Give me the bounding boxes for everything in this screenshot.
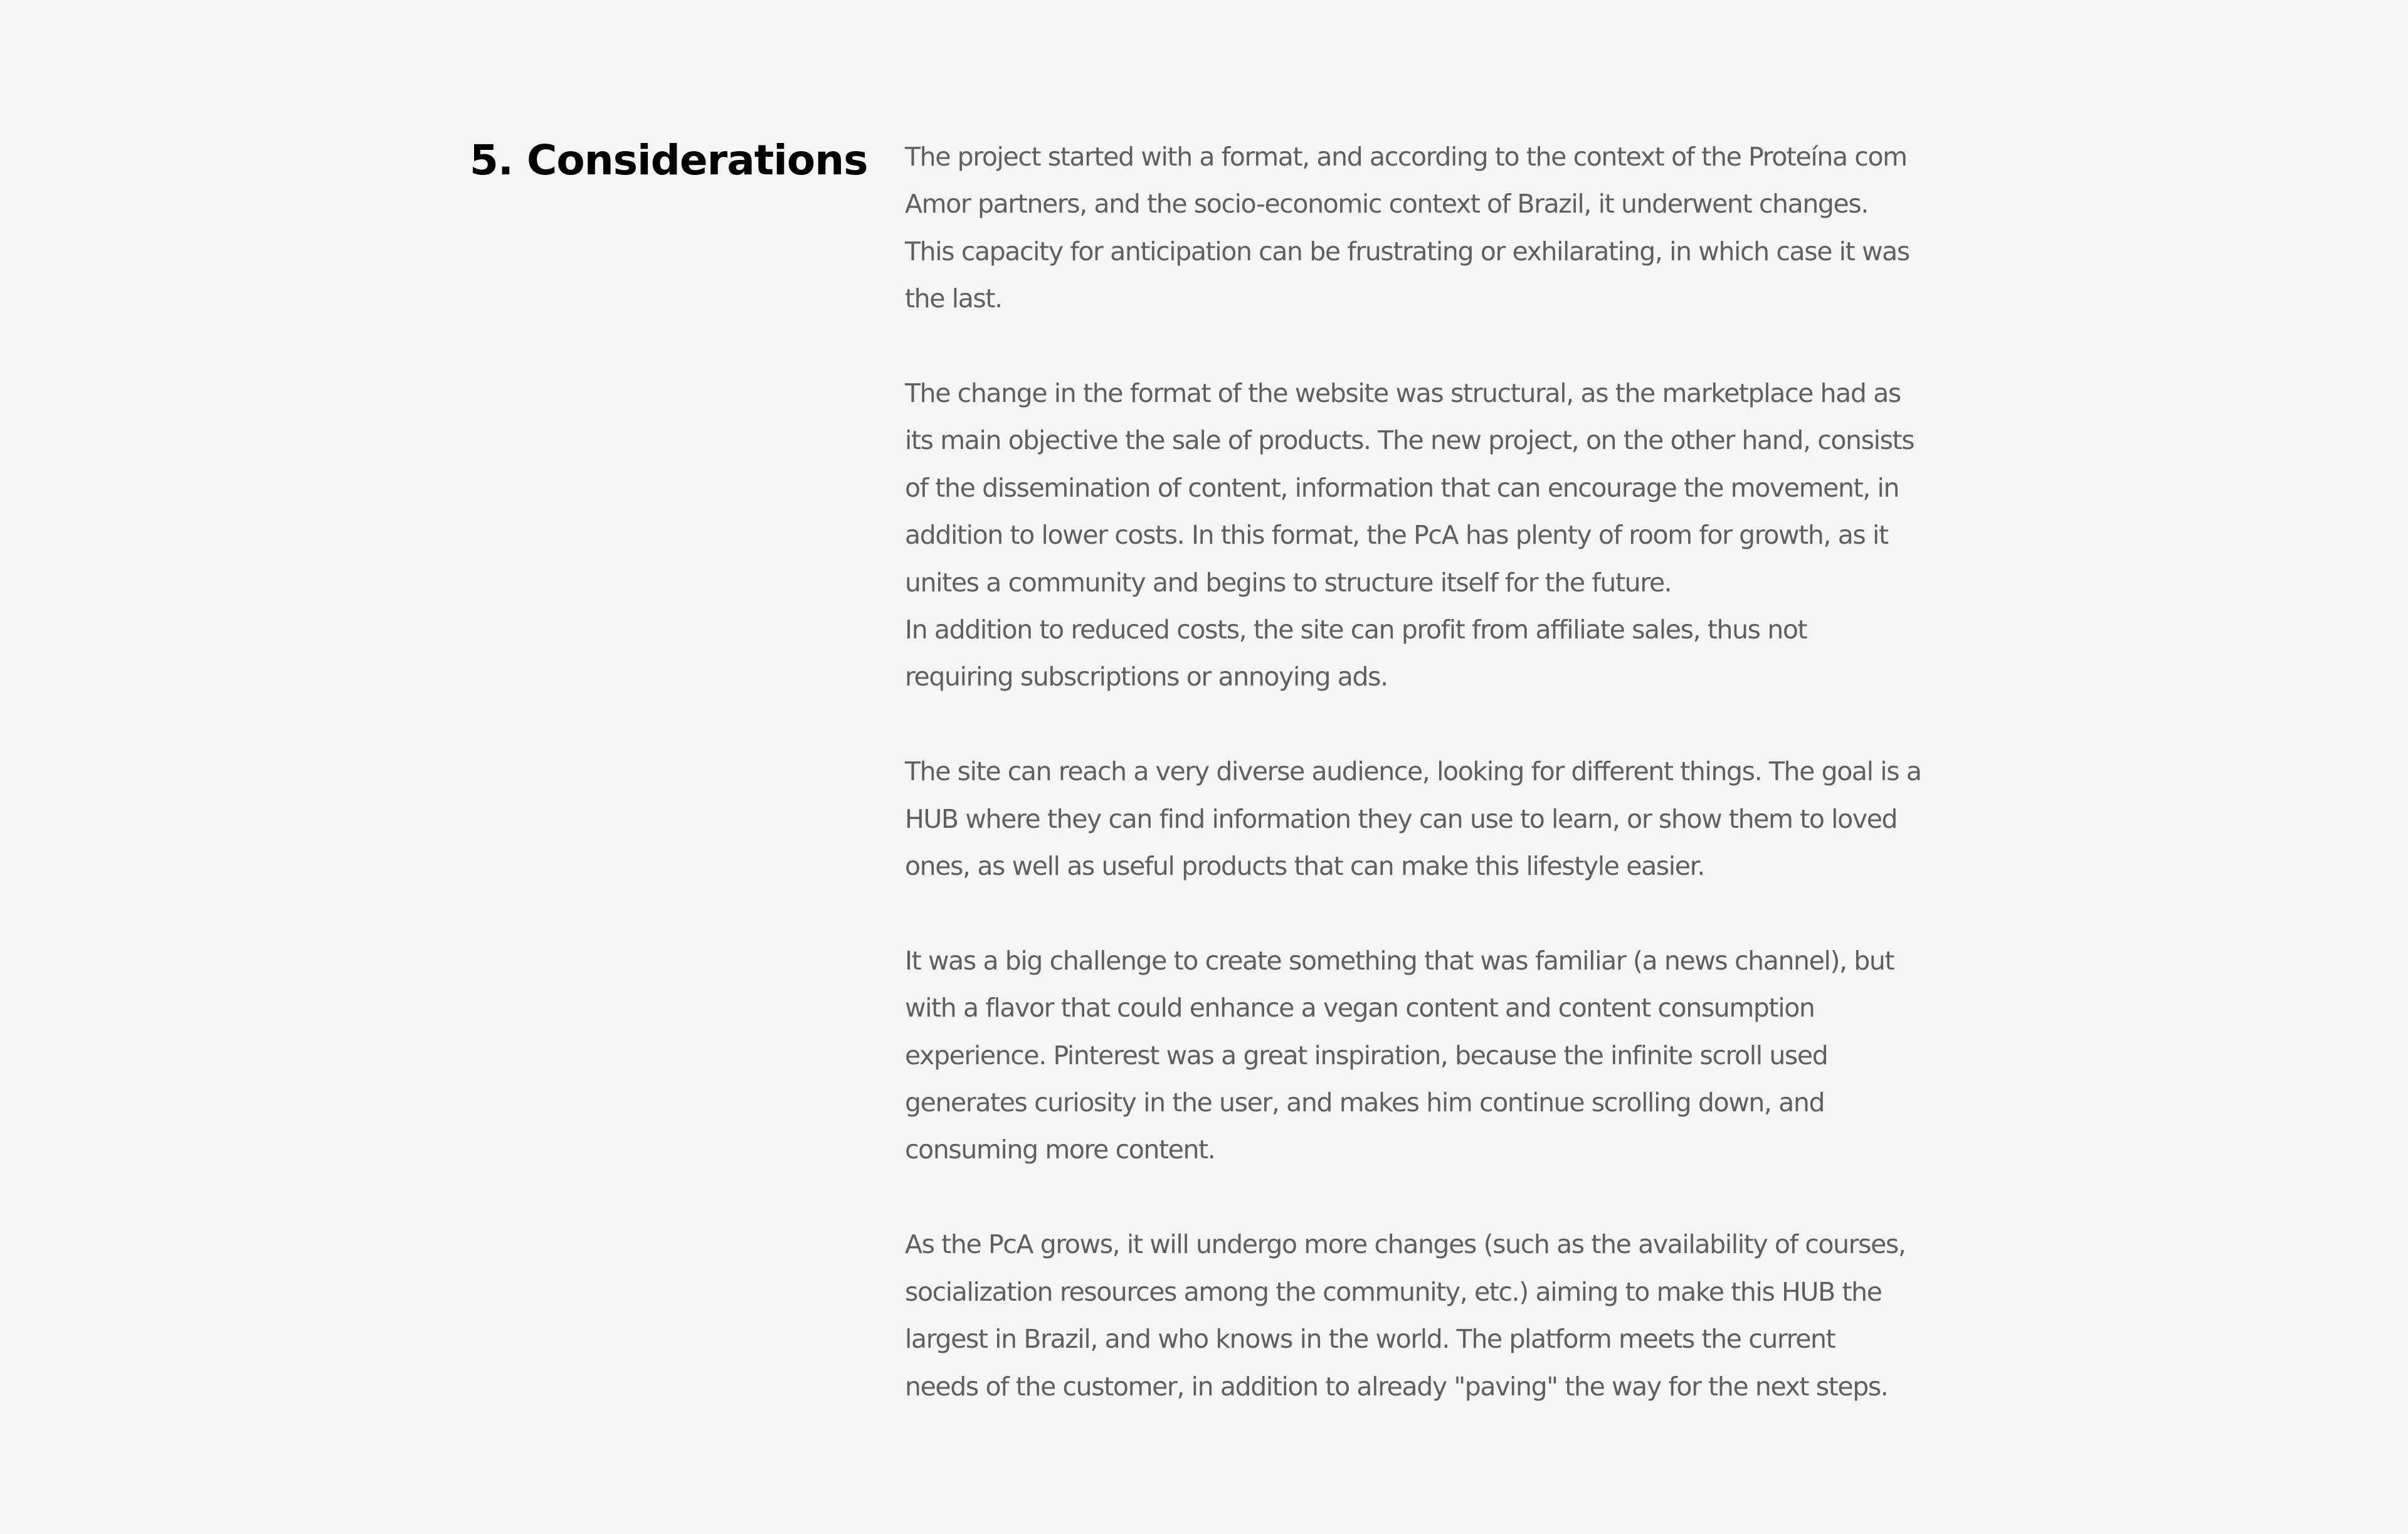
text-line: HUB where they can find information they can use to learn, or show them to loved [905,803,1898,834]
paragraph [905,1221,1946,1410]
text-line: of the dissemination of content, information that can encourage the movement, in [905,472,1899,503]
paragraph [905,748,1946,890]
text-line: generates curiosity in the user, and makes him continue scrolling down, and [905,1087,1825,1118]
text-line: requiring subscriptions or annoying ads. [905,662,1388,692]
text-line: In addition to reduced costs, the site can profit from affiliate sales, thus not [905,615,1807,645]
text-line: the last. [905,283,1002,314]
text-line: with a flavor that could enhance a vegan content and content consumption [905,993,1815,1024]
text-line: unites a community and begins to structure itself for the future. [905,567,1672,598]
text-line: needs of the customer, in addition to already "paving" the way for the next steps. [905,1371,1888,1402]
considerations-body [905,134,1946,1410]
text-line: The site can reach a very diverse audience, looking for different things. The goal is a [905,756,1921,787]
text-line: It was a big challenge to create something that was familiar (a news channel), but [905,945,1894,976]
text-line: Amor partners, and the socio-economic context of Brazil, it underwent changes. [905,189,1868,220]
text-line: experience. Pinterest was a great inspiration, because the infinite scroll used [905,1040,1828,1071]
section-title: 5. Considerations [470,136,868,184]
text-line: consuming more content. [905,1135,1215,1165]
paragraph [905,370,1946,701]
paragraph [905,134,1946,323]
text-line: The change in the format of the website was structural, as the marketplace had as [905,378,1901,409]
text-line: This capacity for anticipation can be frustrating or exhilarating, in which case it was [905,236,1909,267]
text-line: ones, as well as useful products that can make this lifestyle easier. [905,851,1704,882]
text-line: its main objective the sale of products. The new project, on the other hand, consists [905,425,1914,456]
text-line: The project started with a format, and according to the context of the Proteína com [905,142,1907,172]
paragraph [905,938,1946,1174]
text-line: addition to lower costs. In this format, the PcA has plenty of room for growth, as it [905,520,1888,551]
text-line: As the PcA grows, it will undergo more changes (such as the availability of courses, [905,1229,1906,1260]
text-line: largest in Brazil, and who knows in the world. The platform meets the current [905,1324,1835,1355]
text-line: socialization resources among the community, etc.) aiming to make this HUB the [905,1276,1882,1307]
